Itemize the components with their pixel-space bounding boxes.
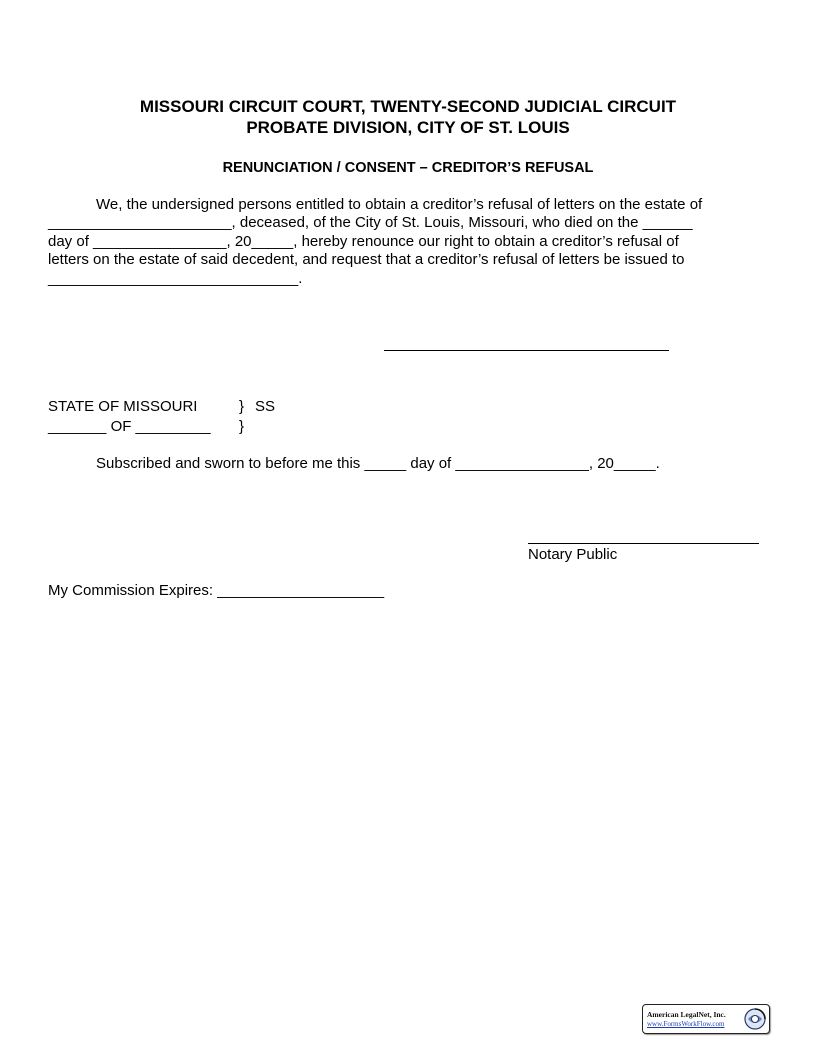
body-line-2: ______________________, deceased, of the City of St. Louis, Missouri, who died on the ______ [48, 214, 693, 231]
body-line-4: letters on the estate of said decedent, and request that a creditor’s refusal of letters be issued to [48, 251, 685, 268]
court-heading: MISSOURI CIRCUIT COURT, TWENTY-SECOND JUDICIAL CIRCUIT [139, 97, 677, 116]
venue-brace-1: } [239, 398, 245, 415]
jurat-statement: Subscribed and sworn to before me this _____ day of ________________, 20_____. [96, 455, 660, 472]
signature-line [384, 350, 669, 351]
form-title: RENUNCIATION / CONSENT – CREDITOR’S REFUSAL [222, 160, 594, 176]
venue-ss: SS [255, 398, 276, 415]
footer-site-link[interactable]: www.FormsWorkFlow.com [647, 1020, 725, 1028]
notary-public-label: Notary Public [528, 546, 618, 563]
body-line-3: day of ________________, 20_____, hereby renounce our right to obtain a creditor’s refusal of [48, 233, 679, 250]
venue-brace-2: } [239, 418, 245, 435]
venue-state: STATE OF MISSOURI [48, 398, 198, 415]
commission-expires: My Commission Expires: ____________________ [48, 582, 385, 599]
globe-icon [743, 1007, 767, 1031]
division-heading: PROBATE DIVISION, CITY OF ST. LOUIS [246, 118, 570, 137]
body-line-1: We, the undersigned persons entitled to obtain a creditor’s refusal of letters on the estate of [96, 196, 703, 213]
body-line-5: ______________________________. [48, 270, 303, 287]
notary-signature-line [528, 543, 759, 544]
footer-logo[interactable] [642, 1004, 770, 1034]
venue-of-line: _______ OF _________ [48, 418, 211, 435]
footer-brand: American LegalNet, Inc. [647, 1010, 726, 1019]
